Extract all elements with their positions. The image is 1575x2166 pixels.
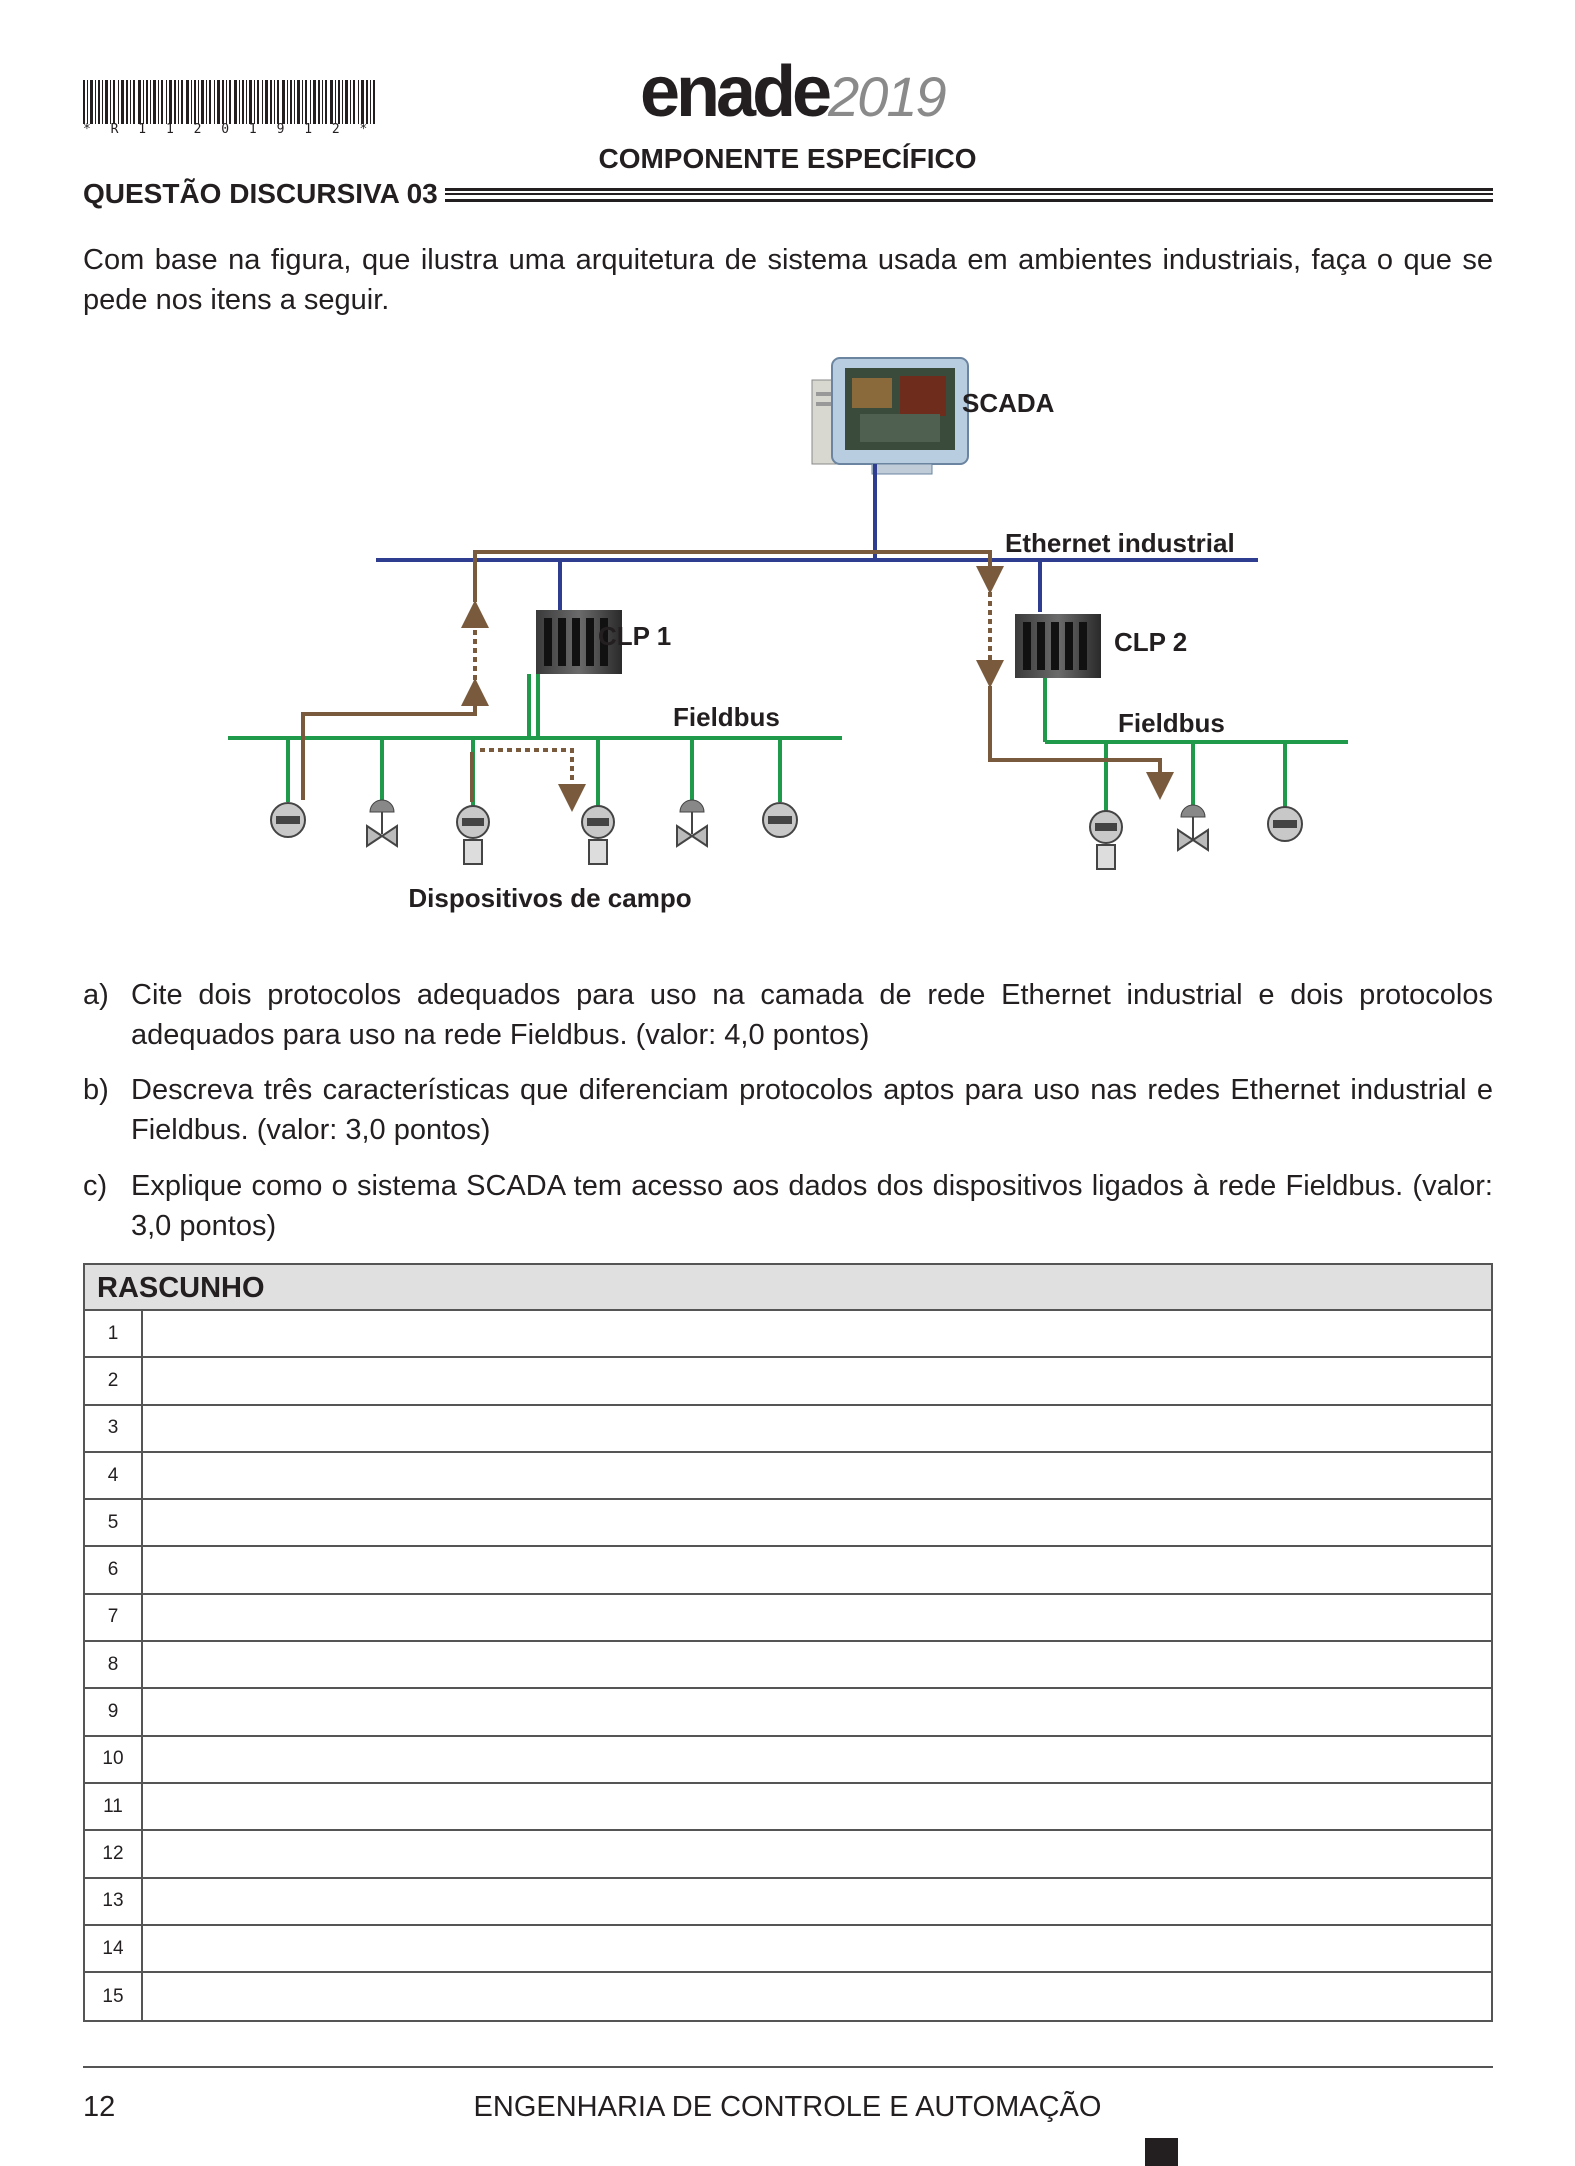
draft-writing-line[interactable] bbox=[143, 1926, 1491, 1971]
pressure-transmitter-icon bbox=[582, 806, 614, 864]
ethernet-label: Ethernet industrial bbox=[1005, 528, 1235, 558]
clp2-label: CLP 2 bbox=[1114, 627, 1188, 657]
draft-row-number: 4 bbox=[85, 1453, 143, 1498]
draft-row bbox=[85, 1737, 1491, 1784]
logo-year: 2019 bbox=[828, 65, 945, 128]
draft-row bbox=[85, 1406, 1491, 1453]
draft-row bbox=[85, 1926, 1491, 1973]
draft-row-number: 14 bbox=[85, 1926, 143, 1971]
intro-text: Com base na figura, que ilustra uma arquitetura de sistema usada em ambientes industriais, faça o que se pede nos itens a seguir. bbox=[83, 244, 1493, 316]
logo-word: enade bbox=[640, 52, 829, 132]
architecture-diagram bbox=[200, 352, 1380, 932]
draft-row bbox=[85, 1358, 1491, 1405]
transmitter-icon bbox=[271, 803, 305, 837]
draft-row bbox=[85, 1831, 1491, 1878]
item-letter: b) bbox=[83, 1074, 109, 1106]
draft-writing-line[interactable] bbox=[143, 1642, 1491, 1687]
draft-row bbox=[85, 1689, 1491, 1736]
valve-icon bbox=[677, 800, 707, 846]
item-letter: a) bbox=[83, 979, 109, 1011]
draft-row-number: 2 bbox=[85, 1358, 143, 1403]
draft-row bbox=[85, 1784, 1491, 1831]
draft-row bbox=[85, 1311, 1491, 1358]
draft-writing-line[interactable] bbox=[143, 1879, 1491, 1924]
draft-table bbox=[83, 1263, 1493, 2022]
draft-row-number: 9 bbox=[85, 1689, 143, 1734]
valve-icon bbox=[367, 800, 397, 846]
question-title: QUESTÃO DISCURSIVA 03 bbox=[83, 178, 438, 209]
draft-writing-line[interactable] bbox=[143, 1500, 1491, 1545]
draft-writing-line[interactable] bbox=[143, 1737, 1491, 1782]
draft-row-number: 10 bbox=[85, 1737, 143, 1782]
draft-row-number: 6 bbox=[85, 1547, 143, 1592]
component-title: COMPONENTE ESPECÍFICO bbox=[598, 143, 977, 174]
course-name: ENGENHARIA DE CONTROLE E AUTOMAÇÃO bbox=[473, 2091, 1102, 2123]
clp1-label: CLP 1 bbox=[598, 621, 672, 651]
draft-row-number: 12 bbox=[85, 1831, 143, 1876]
draft-writing-line[interactable] bbox=[143, 1784, 1491, 1829]
draft-row bbox=[85, 1879, 1491, 1926]
draft-row bbox=[85, 1642, 1491, 1689]
item-text: Explique como o sistema SCADA tem acesso aos dados dos dispositivos ligados à rede Fieldbus. (valor: 3,0 pontos) bbox=[131, 1170, 1493, 1242]
draft-writing-line[interactable] bbox=[143, 1358, 1491, 1403]
draft-row bbox=[85, 1973, 1491, 2020]
draft-writing-line[interactable] bbox=[143, 1547, 1491, 1592]
draft-writing-line[interactable] bbox=[143, 1831, 1491, 1876]
draft-title: RASCUNHO bbox=[85, 1265, 1491, 1311]
scada-label: SCADA bbox=[962, 388, 1055, 418]
clp2-icon bbox=[1015, 614, 1101, 678]
item-a bbox=[83, 975, 1493, 1055]
draft-row bbox=[85, 1595, 1491, 1642]
draft-writing-line[interactable] bbox=[143, 1973, 1491, 2020]
draft-row bbox=[85, 1500, 1491, 1547]
item-text: Descreva três características que diferenciam protocolos aptos para uso nas redes Ethernet industrial e Fieldbus. (valor: 3,0 pontos) bbox=[131, 1074, 1493, 1146]
item-letter: c) bbox=[83, 1170, 108, 1202]
transmitter-icon bbox=[763, 803, 797, 837]
draft-rows bbox=[85, 1311, 1491, 2020]
draft-writing-line[interactable] bbox=[143, 1689, 1491, 1734]
devices-label: Dispositivos de campo bbox=[408, 883, 692, 913]
barcode bbox=[83, 80, 375, 124]
transmitter-icon bbox=[1268, 807, 1302, 841]
pressure-transmitter-icon bbox=[1090, 811, 1122, 869]
draft-row-number: 3 bbox=[85, 1406, 143, 1451]
draft-row bbox=[85, 1547, 1491, 1594]
draft-writing-line[interactable] bbox=[143, 1595, 1491, 1640]
registration-mark bbox=[1145, 2138, 1178, 2166]
draft-writing-line[interactable] bbox=[143, 1311, 1491, 1356]
footer-rule bbox=[83, 2066, 1493, 2068]
item-text: Cite dois protocolos adequados para uso na camada de rede Ethernet industrial e dois protocolos adequados para uso na rede Fieldbus. (valor: 4,0 pontos) bbox=[131, 979, 1493, 1051]
valve-icon bbox=[1178, 805, 1208, 850]
draft-row-number: 8 bbox=[85, 1642, 143, 1687]
fieldbus2-drops bbox=[1106, 742, 1285, 812]
draft-row-number: 13 bbox=[85, 1879, 143, 1924]
draft-writing-line[interactable] bbox=[143, 1406, 1491, 1451]
draft-row-number: 1 bbox=[85, 1311, 143, 1356]
draft-row-number: 15 bbox=[85, 1973, 143, 2020]
draft-row-number: 5 bbox=[85, 1500, 143, 1545]
fieldbus2-label: Fieldbus bbox=[1118, 708, 1225, 738]
draft-row bbox=[85, 1453, 1491, 1500]
scada-computer-icon bbox=[812, 358, 968, 474]
item-c bbox=[83, 1166, 1493, 1246]
draft-writing-line[interactable] bbox=[143, 1453, 1491, 1498]
barcode-text: * R 1 1 2 0 1 9 1 2 * bbox=[83, 122, 374, 137]
title-rule bbox=[445, 188, 1493, 202]
draft-row-number: 7 bbox=[85, 1595, 143, 1640]
page-number: 12 bbox=[83, 2091, 116, 2123]
item-b bbox=[83, 1070, 1493, 1150]
enade-logo bbox=[640, 52, 945, 137]
pressure-transmitter-icon bbox=[457, 806, 489, 864]
draft-row-number: 11 bbox=[85, 1784, 143, 1829]
fieldbus1-label: Fieldbus bbox=[673, 702, 780, 732]
